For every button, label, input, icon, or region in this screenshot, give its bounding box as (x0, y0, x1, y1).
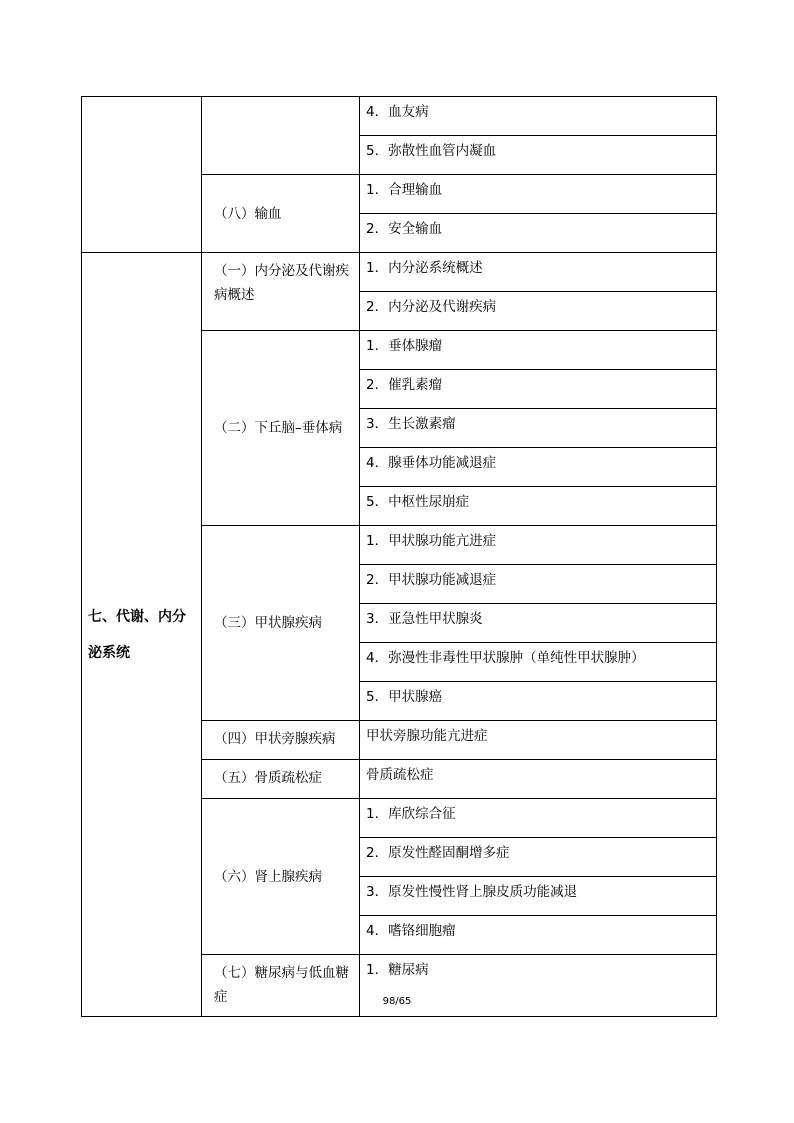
item-cell: 甲状旁腺功能亢进症 (360, 721, 717, 760)
item-cell: 1．垂体腺瘤 (360, 331, 717, 370)
item-cell: 4．弥漫性非毒性甲状腺肿（单纯性甲状腺肿） (360, 643, 717, 682)
item-cell: 5．弥散性血管内凝血 (360, 136, 717, 175)
item-cell: 2．安全输血 (360, 214, 717, 253)
category-cell: （四）甲状旁腺疾病 (202, 721, 360, 760)
table-row (82, 97, 717, 136)
category-cell: （五）骨质疏松症 (202, 760, 360, 799)
item-cell: 4．血友病 (360, 97, 717, 136)
item-cell: 5．中枢性尿崩症 (360, 487, 717, 526)
item-cell: 2．催乳素瘤 (360, 370, 717, 409)
item-cell: 骨质疏松症 (360, 760, 717, 799)
category-cell: （七）糖尿病与低血糖症 (202, 955, 360, 1017)
item-cell: 5．甲状腺癌 (360, 682, 717, 721)
page-number: 98/65 (382, 996, 412, 1007)
item-cell: 2．甲状腺功能减退症 (360, 565, 717, 604)
item-cell: 1．甲状腺功能亢进症 (360, 526, 717, 565)
category-cell-empty (202, 97, 360, 175)
item-cell: 2．内分泌及代谢疾病 (360, 292, 717, 331)
item-cell: 1．合理输血 (360, 175, 717, 214)
item-cell: 4．嗜铬细胞瘤 (360, 916, 717, 955)
item-cell: 3．亚急性甲状腺炎 (360, 604, 717, 643)
category-cell: （六）肾上腺疾病 (202, 799, 360, 955)
item-cell: 1．库欣综合征 (360, 799, 717, 838)
section-cell-empty (82, 97, 202, 253)
item-cell: 3．生长激素瘤 (360, 409, 717, 448)
category-cell: （一）内分泌及代谢疾病概述 (202, 253, 360, 331)
syllabus-table (81, 96, 717, 1017)
item-cell: 1．糖尿病 (360, 955, 717, 1017)
item-cell: 4．腺垂体功能减退症 (360, 448, 717, 487)
category-cell: （二）下丘脑–垂体病 (202, 331, 360, 526)
section-title: 七、代谢、内分泌系统 (88, 608, 186, 661)
table-row (82, 253, 717, 292)
item-cell: 3．原发性慢性肾上腺皮质功能减退 (360, 877, 717, 916)
category-cell: （八）输血 (202, 175, 360, 253)
section-title-cell (82, 253, 202, 1017)
item-cell: 2．原发性醛固酮增多症 (360, 838, 717, 877)
item-cell: 1．内分泌系统概述 (360, 253, 717, 292)
category-cell: （三）甲状腺疾病 (202, 526, 360, 721)
